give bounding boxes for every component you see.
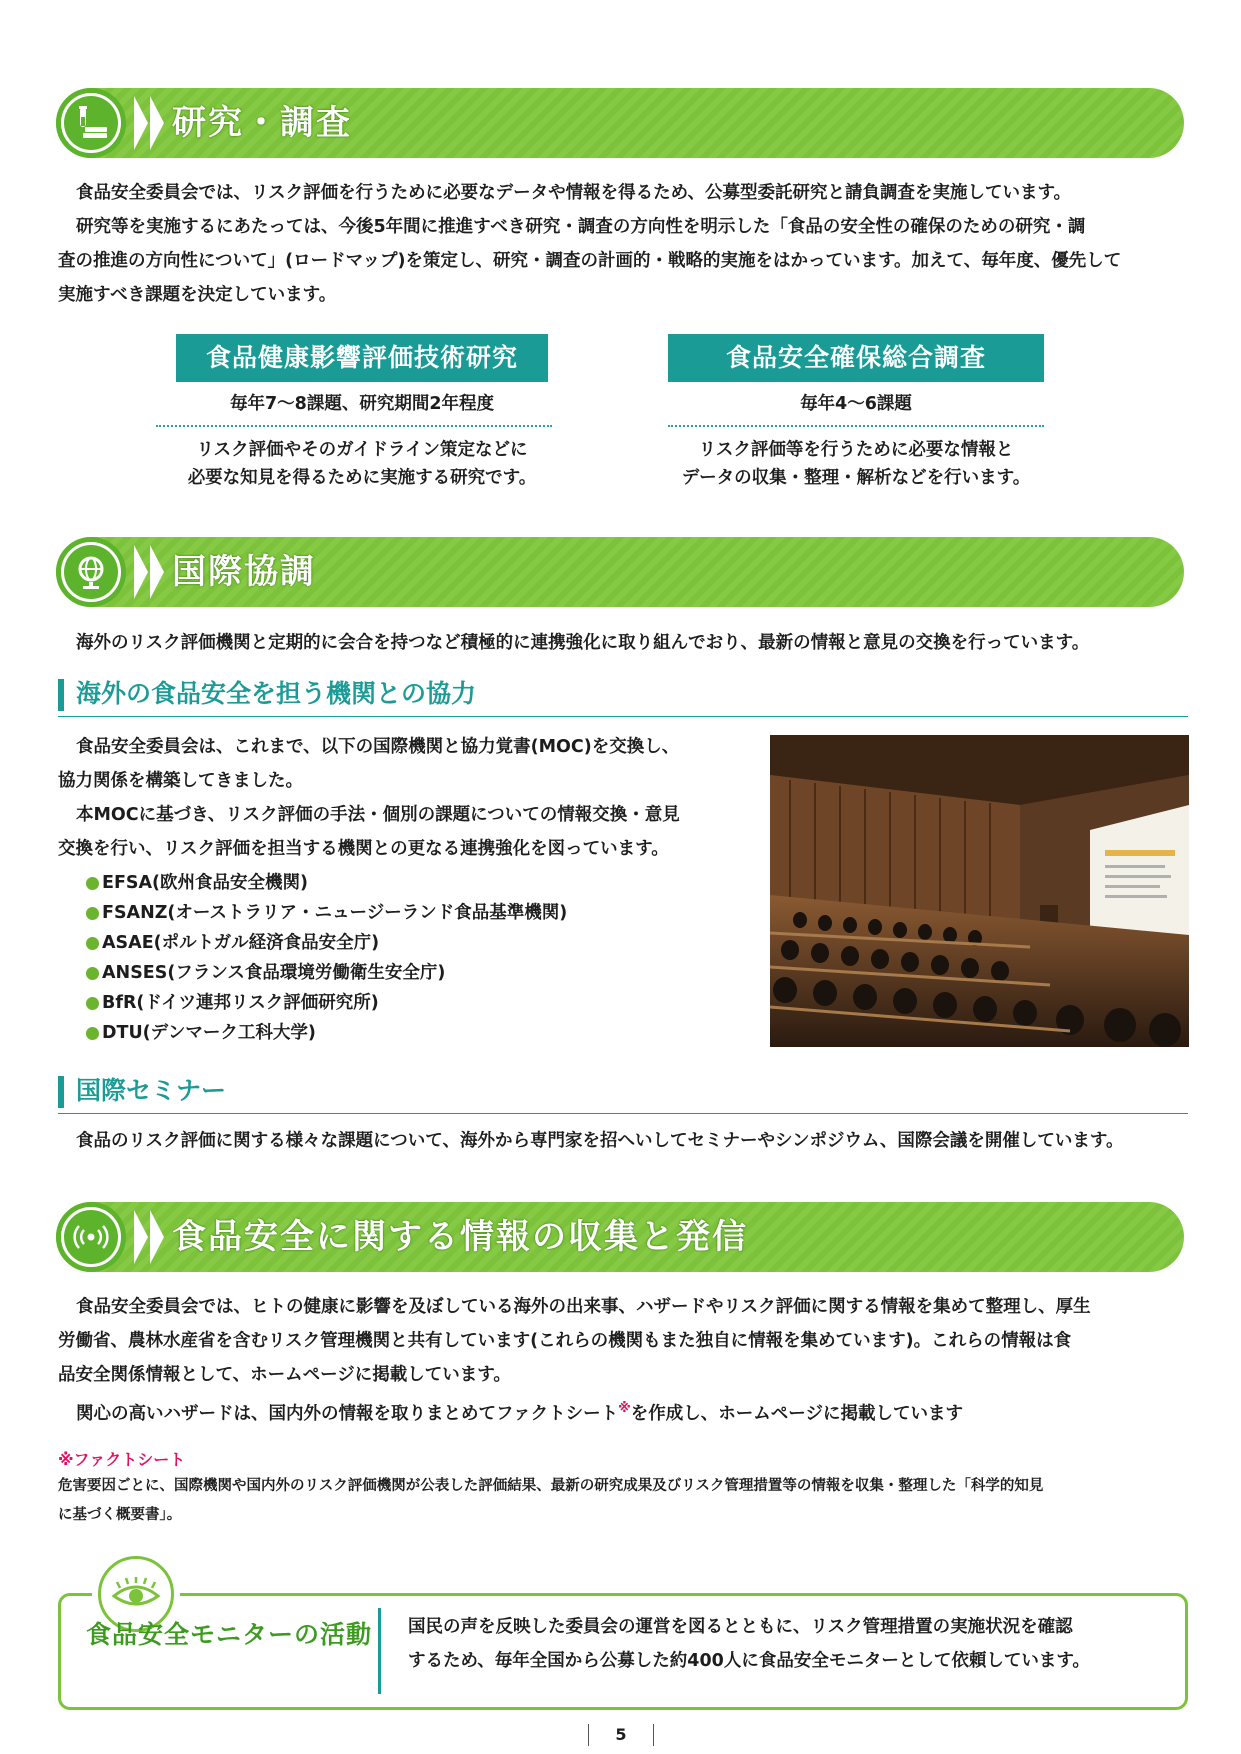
globe-icon (56, 537, 126, 607)
text-line: するため、毎年全国から公募した約400人に食品安全モニターとして依頼しています。 (408, 1651, 1090, 1671)
subheading-marker (58, 679, 64, 711)
section-header-information (56, 1202, 1184, 1272)
chevron-decoration (150, 96, 164, 150)
list-item-label: FSANZ(オーストラリア・ニュージーランド食品基準機関) (102, 903, 568, 923)
monitor-description (408, 1610, 1168, 1678)
test-tube-book-icon (56, 88, 126, 158)
research-box-title-left: 食品健康影響評価技術研究 (176, 334, 548, 382)
text-line: データの収集・整理・解析などを行います。 (681, 468, 1031, 488)
subheading-international-seminar (58, 1070, 1188, 1114)
subheading-marker (58, 1076, 64, 1108)
bullet-icon (86, 1027, 99, 1040)
chevron-decoration (134, 545, 148, 599)
list-item (86, 988, 567, 1018)
footnote-mark: ※ (618, 1401, 631, 1416)
bullet-icon (86, 877, 99, 890)
broadcast-icon (56, 1202, 126, 1272)
section-title: 研究・調査 (172, 103, 352, 143)
list-item (86, 898, 567, 928)
information-paragraph (58, 1290, 1188, 1431)
text-line: 研究等を実施するにあたっては、今後5年間に推進すべき研究・調査の方向性を明示した「食品の安全性の確保のための研究・調 (76, 217, 1086, 237)
text-line: 海外のリスク評価機関と定期的に会合を持つなど積極的に連携強化に取り組んでおり、最新の情報と意見の交換を行っています。 (76, 633, 1090, 653)
factsheet-note-title: ※ファクトシート (58, 1450, 186, 1469)
text-line: 交換を行い、リスク評価を担当する機関との更なる連携強化を図っています。 (58, 839, 669, 859)
text-line: 査の推進の方向性について」(ロードマップ)を策定し、研究・調査の計画的・戦略的実施をはかっています。加えて、毎年度、優先して (58, 251, 1122, 271)
text-line: 実施すべき課題を決定しています。 (58, 285, 337, 305)
list-item (86, 928, 567, 958)
bullet-icon (86, 967, 99, 980)
list-item-label: ASAE(ポルトガル経済食品安全庁) (102, 933, 380, 953)
bullet-icon (86, 997, 99, 1010)
text-line: 品安全関係情報として、ホームページに掲載しています。 (58, 1365, 511, 1385)
subheading-title: 海外の食品安全を担う機関との協力 (76, 679, 477, 708)
text-line: を作成し、ホームページに掲載しています (630, 1403, 963, 1424)
text-line: リスク評価やそのガイドライン策定などに (196, 440, 528, 460)
list-item-label: ANSES(フランス食品環境労働衛生安全庁) (102, 963, 446, 983)
chevron-decoration (150, 1210, 164, 1264)
conference-photo (770, 735, 1189, 1047)
text-line: 本MOCに基づき、リスク評価の手法・個別の課題についての情報交換・意見 (76, 805, 680, 825)
text-line: リスク評価等を行うために必要な情報と (698, 440, 1014, 460)
research-box-sub-right: 毎年4～6課題 (800, 394, 912, 414)
list-item (86, 1018, 567, 1048)
seminar-paragraph (58, 1124, 1188, 1158)
research-paragraph (58, 176, 1188, 312)
research-box-desc-left (156, 436, 568, 492)
chevron-decoration (134, 96, 148, 150)
dotted-divider (668, 425, 1044, 427)
chevron-decoration (134, 1210, 148, 1264)
moc-partner-list (86, 868, 567, 1048)
text-line: 必要な知見を得るために実施する研究です。 (187, 468, 537, 488)
text-line: 協力関係を構築してきました。 (58, 771, 303, 791)
text-line: 国民の声を反映した委員会の運営を図るとともに、リスク管理措置の実施状況を確認 (408, 1617, 1073, 1637)
international-paragraph (58, 626, 1188, 660)
text-line: 労働省、農林水産省を含むリスク管理機関と共有しています(これらの機関もまた独自に情報を集めています)。これらの情報は食 (58, 1331, 1072, 1351)
section-header-international (56, 537, 1184, 607)
list-item (86, 868, 567, 898)
research-box-sub-left: 毎年7～8課題、研究期間2年程度 (229, 394, 495, 414)
text-line: に基づく概要書」。 (58, 1507, 182, 1523)
divider (378, 1608, 381, 1694)
bullet-icon (86, 937, 99, 950)
dotted-divider (156, 425, 552, 427)
text-line: 食品のリスク評価に関する様々な課題について、海外から専門家を招へいしてセミナーやシンポジウム、国際会議を開催しています。 (76, 1131, 1124, 1151)
text-line: 食品安全委員会は、これまで、以下の国際機関と協力覚書(MOC)を交換し、 (76, 737, 680, 757)
research-box-title-right: 食品安全確保総合調査 (668, 334, 1044, 382)
text-line: 食品安全委員会では、リスク評価を行うために必要なデータや情報を得るため、公募型委託研究と請負調査を実施しています。 (76, 183, 1072, 203)
page-number: 5 (588, 1724, 654, 1746)
cooperation-paragraph (58, 730, 758, 866)
subheading-title: 国際セミナー (76, 1076, 227, 1105)
bullet-icon (86, 907, 99, 920)
section-title: 食品安全に関する情報の収集と発信 (172, 1217, 748, 1257)
list-item-label: DTU(デンマーク工科大学) (102, 1023, 316, 1043)
list-item-label: EFSA(欧州食品安全機関) (102, 873, 309, 893)
section-header-research (56, 88, 1184, 158)
list-item-label: BfR(ドイツ連邦リスク評価研究所) (102, 993, 379, 1013)
factsheet-note-body (58, 1472, 1188, 1530)
monitor-title: 食品安全モニターの活動 (86, 1620, 373, 1649)
research-box-desc-right (648, 436, 1064, 492)
list-item (86, 958, 567, 988)
text-line: 関心の高いハザードは、国内外の情報を取りまとめてファクトシート (76, 1403, 619, 1424)
section-title: 国際協調 (172, 552, 316, 592)
text-line: 危害要因ごとに、国際機関や国内外のリスク評価機関が公表した評価結果、最新の研究成果及びリスク管理措置等の情報を収集・整理した「科学的知見 (58, 1478, 1044, 1494)
text-line: 食品安全委員会では、ヒトの健康に影響を及ぼしている海外の出来事、ハザードやリスク評価に関する情報を集めて整理し、厚生 (76, 1297, 1091, 1317)
subheading-overseas-cooperation (58, 673, 1188, 717)
chevron-decoration (150, 545, 164, 599)
